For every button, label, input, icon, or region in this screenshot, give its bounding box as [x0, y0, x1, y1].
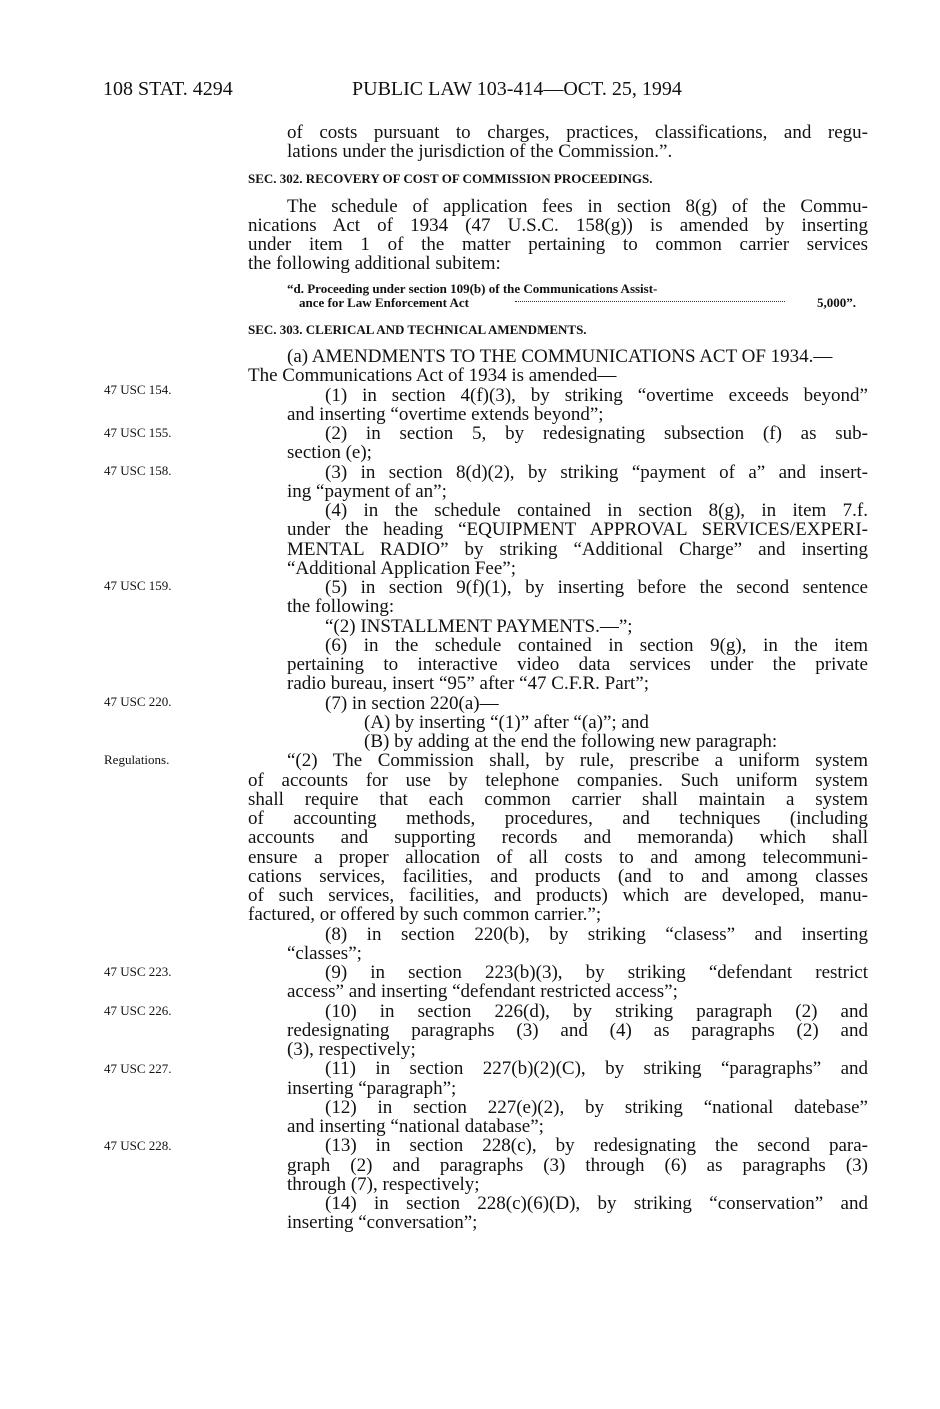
text-line: cations services, facilities, and products (and to and among classes [248, 866, 868, 887]
margin-note: 47 USC 227. [104, 1061, 172, 1076]
text-line: (1) in section 4(f)(3), by striking “overtime exceeds beyond” [325, 385, 868, 406]
text-line: (13) in section 228(c), by redesignating the second para- [325, 1135, 868, 1156]
text-line: (14) in section 228(c)(6)(D), by striking “conservation” and [325, 1193, 868, 1214]
text-line: (B) by adding at the end the following new paragraph: [364, 731, 778, 752]
text-line: (4) in the schedule contained in section 8(g), in item 7.f. [325, 500, 868, 521]
subitem-line: ance for Law Enforcement Act [299, 295, 469, 310]
margin-note: 47 USC 228. [104, 1138, 172, 1153]
text-line: (A) by inserting “(1)” after “(a)”; and [364, 712, 649, 733]
section-heading: SEC. 302. RECOVERY OF COST OF COMMISSION PROCEEDINGS. [248, 171, 653, 186]
text-line: of accounting methods, procedures, and techniques (including [248, 808, 868, 829]
text-line: and inserting “national database”; [287, 1116, 544, 1137]
text-line: (9) in section 223(b)(3), by striking “defendant restrict [325, 962, 868, 983]
text-line: (3) in section 8(d)(2), by striking “payment of a” and insert- [325, 462, 868, 483]
margin-note: 47 USC 159. [104, 578, 172, 593]
text-line: (6) in the schedule contained in section 9(g), in the item [325, 635, 868, 656]
page-header-title: PUBLIC LAW 103-414—OCT. 25, 1994 [352, 78, 682, 100]
text-line: (2) in section 5, by redesignating subsection (f) as sub- [325, 423, 868, 444]
text-line: factured, or offered by such common carrier.”; [248, 904, 602, 925]
text-line: The Communications Act of 1934 is amended— [248, 365, 617, 386]
margin-note: 47 USC 220. [104, 694, 172, 709]
text-line: the following additional subitem: [248, 253, 501, 274]
text-line: through (7), respectively; [287, 1174, 480, 1195]
text-line: (12) in section 227(e)(2), by striking “national datebase” [325, 1097, 868, 1118]
margin-note: 47 USC 226. [104, 1003, 172, 1018]
text-line: radio bureau, insert “95” after “47 C.F.R. Part”; [287, 673, 650, 694]
margin-note: 47 USC 155. [104, 425, 172, 440]
dot-leader [515, 301, 785, 302]
text-line: under item 1 of the matter pertaining to common carrier services [248, 234, 868, 255]
text-line: inserting “paragraph”; [287, 1078, 457, 1099]
text-line: ensure a proper allocation of all costs to and among telecommuni- [248, 847, 868, 868]
subitem-amount: 5,000”. [817, 295, 856, 310]
text-line: “(2) The Commission shall, by rule, prescribe a uniform system [287, 750, 868, 771]
text-line: MENTAL RADIO” by striking “Additional Charge” and inserting [287, 539, 868, 560]
text-line: The schedule of application fees in section 8(g) of the Commu- [287, 196, 868, 217]
margin-note: Regulations. [104, 752, 170, 767]
text-line: ing “payment of an”; [287, 481, 447, 502]
text-line: (3), respectively; [287, 1039, 416, 1060]
text-line: (10) in section 226(d), by striking paragraph (2) and [325, 1001, 868, 1022]
text-line: redesignating paragraphs (3) and (4) as paragraphs (2) and [287, 1020, 868, 1041]
text-line: under the heading “EQUIPMENT APPROVAL SERVICES/EXPERI- [287, 519, 868, 540]
text-line: shall require that each common carrier shall maintain a system [248, 789, 868, 810]
text-line: pertaining to interactive video data services under the private [287, 654, 868, 675]
text-line: of accounts for use by telephone companies. Such uniform system [248, 770, 868, 791]
text-line: (11) in section 227(b)(2)(C), by striking “paragraphs” and [325, 1058, 868, 1079]
text-line: section (e); [287, 442, 372, 463]
text-line: and inserting “overtime extends beyond”; [287, 404, 604, 425]
text-line: nications Act of 1934 (47 U.S.C. 158(g)) is amended by inserting [248, 215, 868, 236]
margin-note: 47 USC 154. [104, 382, 172, 397]
margin-note: 47 USC 158. [104, 463, 172, 478]
text-line: (8) in section 220(b), by striking “clasess” and inserting [325, 924, 868, 945]
text-line: “(2) INSTALLMENT PAYMENTS.—”; [325, 616, 633, 637]
text-line: inserting “conversation”; [287, 1212, 478, 1233]
margin-note: 47 USC 223. [104, 964, 172, 979]
text-line: of costs pursuant to charges, practices, classifications, and regu- [287, 122, 868, 143]
text-line: “classes”; [287, 943, 362, 964]
subitem-line: “d. Proceeding under section 109(b) of the Communications Assist- [287, 281, 658, 296]
text-line: “Additional Application Fee”; [287, 558, 517, 579]
page-stat-number: 108 STAT. 4294 [103, 78, 233, 100]
text-line: (5) in section 9(f)(1), by inserting before the second sentence [325, 577, 868, 598]
text-line: graph (2) and paragraphs (3) through (6) as paragraphs (3) [287, 1155, 868, 1176]
text-line: (7) in section 220(a)— [325, 693, 499, 714]
text-line: accounts and supporting records and memoranda) which shall [248, 827, 868, 848]
text-line: the following: [287, 596, 395, 617]
text-line: of such services, facilities, and products) which are developed, manu- [248, 885, 868, 906]
text-line: lations under the jurisdiction of the Commission.”. [287, 141, 673, 162]
section-heading: SEC. 303. CLERICAL AND TECHNICAL AMENDMENTS. [248, 322, 587, 337]
text-line: access” and inserting “defendant restricted access”; [287, 981, 678, 1002]
text-line: (a) AMENDMENTS TO THE COMMUNICATIONS ACT OF 1934.— [287, 346, 833, 367]
